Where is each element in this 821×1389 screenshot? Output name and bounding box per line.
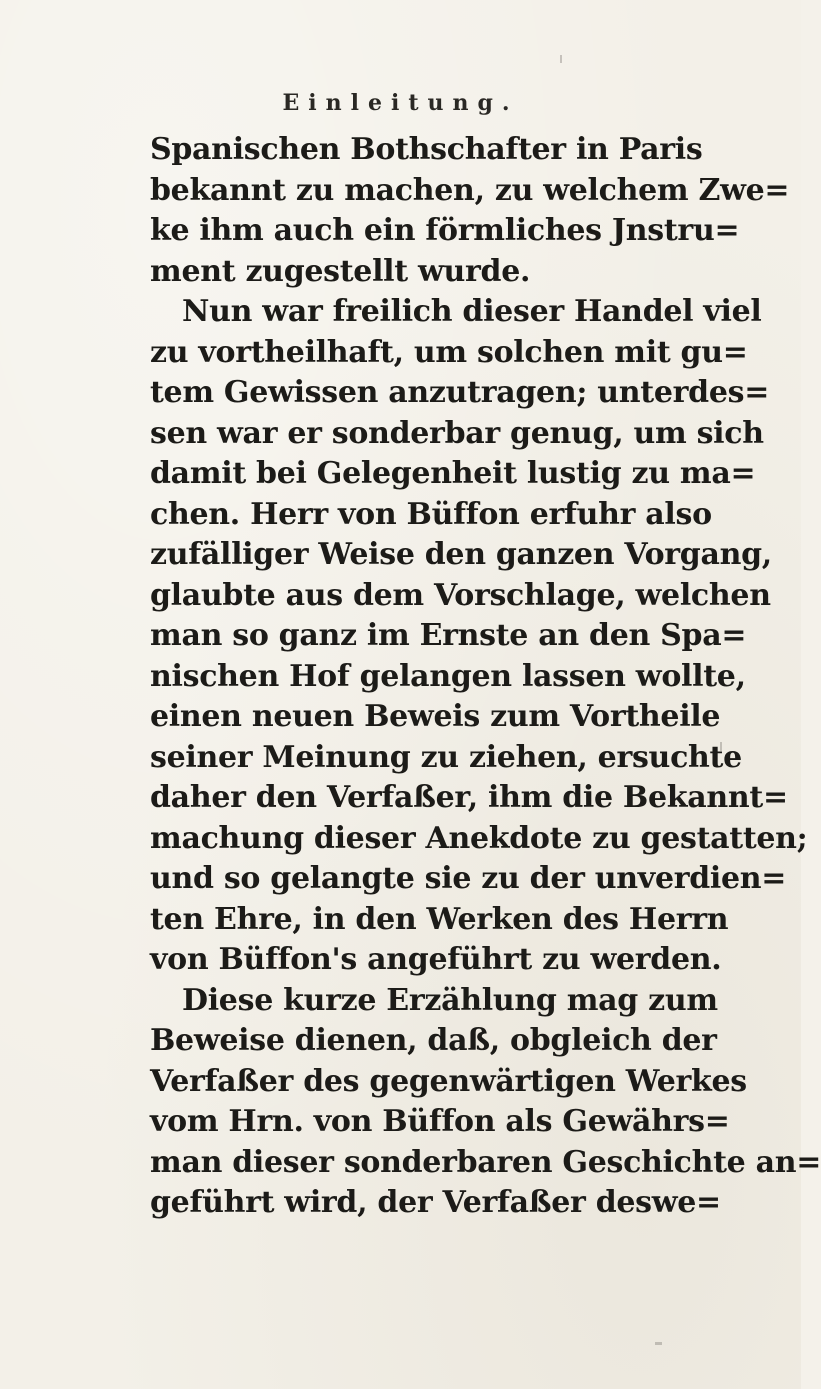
text-line: Spanischen Bothschafter in Paris [150, 132, 703, 167]
text-line: damit bei Gelegenheit lustig zu ma= [150, 456, 756, 491]
text-line: von Büffon's angeführt zu werden. [150, 942, 722, 977]
paper-speck [720, 742, 722, 751]
text-line: daher den Verfaßer, ihm die Bekannt= [150, 780, 788, 815]
text-line: ke ihm auch ein förmliches Jnstru= [150, 213, 740, 248]
body-text [150, 130, 821, 1224]
text-line: Diese kurze Erzählung mag zum [182, 982, 718, 1018]
text-line: zufälliger Weise den ganzen Vorgang, [150, 537, 772, 572]
text-line: vom Hrn. von Büffon als Gewährs= [150, 1104, 730, 1139]
text-line: glaubte aus dem Vorschlage, welchen [150, 577, 771, 613]
text-line: man so ganz im Ernste an den Spa= [150, 618, 747, 653]
text-line: tem Gewissen anzutragen; unterdes= [150, 375, 770, 410]
text-line: Verfaßer des gegenwärtigen Werkes [150, 1063, 747, 1099]
paper-speck [655, 1342, 662, 1345]
text-line: ten Ehre, in den Werken des Herrn [150, 901, 729, 937]
text-line: sen war er sonderbar genug, um sich [150, 415, 764, 451]
text-line: Beweise dienen, daß, obgleich der [150, 1023, 717, 1058]
text-line: machung dieser Anekdote zu gestatten; [150, 820, 808, 856]
text-line: man dieser sonderbaren Geschichte an= [150, 1144, 821, 1180]
text-line: ment zugestellt wurde. [150, 253, 531, 289]
paper-speck [560, 55, 562, 63]
text-line: geführt wird, der Verfaßer deswe= [150, 1185, 721, 1220]
text-line: bekannt zu machen, zu welchem Zwe= [150, 172, 790, 208]
text-line: chen. Herr von Büffon erfuhr also [150, 496, 712, 532]
text-line: und so gelangte sie zu der unverdien= [150, 861, 787, 896]
text-line: zu vortheilhaft, um solchen mit gu= [150, 334, 748, 370]
text-line: einen neuen Beweis zum Vortheile [150, 699, 721, 734]
text-line: nischen Hof gelangen lassen wollte, [150, 658, 746, 694]
text-line: Nun war freilich dieser Handel viel [182, 294, 762, 329]
running-header: Einleitung. [282, 90, 519, 116]
text-line: seiner Meinung zu ziehen, ersuchte [150, 739, 742, 775]
